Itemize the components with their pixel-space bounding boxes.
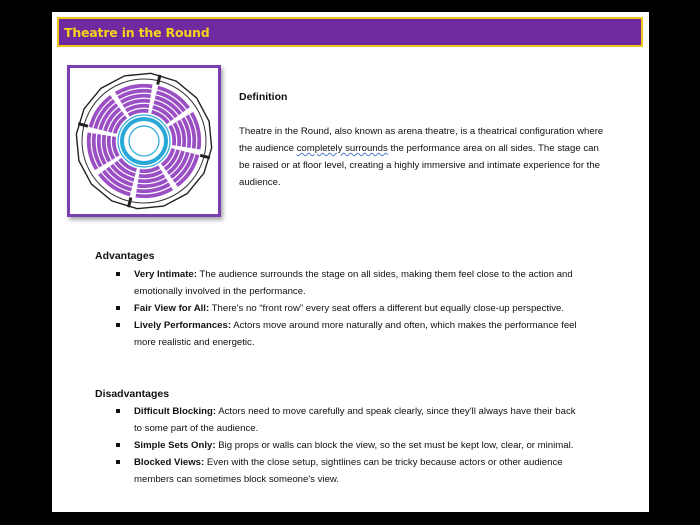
list-item (114, 317, 584, 351)
advantage-text: The audience surrounds the stage on all sides, making them feel close to the action and emotionally involved in the performance. (134, 269, 573, 297)
disadvantages-heading: Disadvantages (95, 388, 170, 400)
stage-center (129, 126, 159, 156)
definition-text-part-2: the performance area on all sides. The stage can be raised or at floor level, creating a highly immersive and intimate experience for the audience. (239, 143, 601, 188)
document-page (52, 12, 649, 512)
advantage-text: There's no “front row” every seat offers a different but equally close-up perspective. (209, 303, 565, 314)
page-title: Theatre in the Round (64, 24, 210, 40)
disadvantage-text: Big props or walls can block the view, so the set must be kept low, clear, or minimal. (215, 440, 574, 451)
advantage-text: Actors move around more naturally and often, which makes the performance feel more realistic and energetic. (134, 320, 577, 348)
list-item (114, 454, 584, 488)
list-item (114, 403, 584, 437)
disadvantage-term: Difficult Blocking: (134, 406, 217, 417)
disadvantage-term: Blocked Views: (134, 457, 205, 468)
list-item (114, 300, 584, 317)
disadvantage-text: Actors need to move carefully and speak clearly, since they'll always have their back to some part of the audience. (134, 406, 576, 434)
list-item (114, 437, 584, 454)
advantage-term: Very Intimate: (134, 269, 197, 280)
seating-diagram-frame (67, 65, 221, 217)
definition-flagged-phrase: completely surrounds (296, 143, 388, 154)
theatre-in-the-round-seating-diagram-icon (70, 68, 218, 214)
definition-heading: Definition (239, 91, 288, 103)
advantages-list (114, 266, 584, 351)
advantage-term: Lively Performances: (134, 320, 232, 331)
definition-text (239, 123, 609, 191)
disadvantage-text: Even with the close setup, sightlines can be tricky because actors or other audience members can sometimes block someone's view. (134, 457, 563, 485)
list-item (114, 266, 584, 300)
definition-text-part-1: Theatre in the Round, also known as arena theatre, is a theatrical configuration where the audience (239, 126, 604, 154)
advantages-heading: Advantages (95, 250, 155, 262)
title-banner (57, 17, 643, 47)
disadvantage-term: Simple Sets Only: (134, 440, 216, 451)
advantage-term: Fair View for All: (134, 303, 210, 314)
disadvantages-list (114, 403, 584, 488)
